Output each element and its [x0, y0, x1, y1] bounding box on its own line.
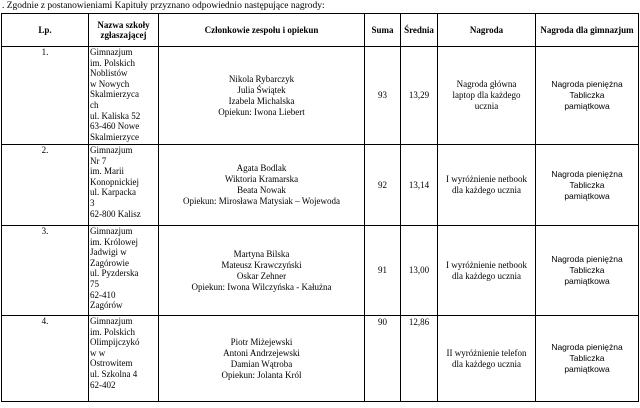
cell-nagroda-gimnazjum-line: pamiątkowa — [564, 276, 610, 286]
cell-members — [159, 316, 365, 402]
cell-school-line: Nr 7 — [90, 155, 107, 166]
header-nagroda: Nagroda — [438, 14, 536, 47]
cell-school-line: Jadwigi w — [90, 247, 127, 258]
cell-suma: 90 — [365, 316, 401, 402]
cell-school-line: Konopnickiej — [90, 176, 139, 187]
cell-nagroda — [438, 145, 536, 226]
cell-members — [159, 145, 365, 226]
cell-school-line: 75 — [90, 278, 99, 289]
cell-school-line: Ostrowitem — [90, 358, 133, 369]
cell-school-line: Zagórowie — [90, 257, 129, 268]
header-row — [2, 14, 639, 47]
cell-members-line: Opiekun: Mirosława Matysiak – Wojewoda — [182, 196, 341, 206]
cell-suma: 92 — [365, 145, 401, 226]
cell-school-line: Gimnazjum — [90, 47, 133, 57]
cell-nagroda-gimnazjum-line: Nagroda pieniężna — [551, 342, 623, 352]
cell-members-line: Nikola Rybarczyk — [228, 73, 295, 84]
cell-school-line: Olimpijczykó — [90, 337, 140, 348]
cell-nagroda — [438, 316, 536, 402]
cell-nagroda-line: dla każdego ucznia — [452, 270, 521, 281]
cell-nagroda-gimnazjum-line: Tabliczka — [569, 353, 605, 363]
cell-school-line: Skalmierzyca — [90, 89, 139, 100]
cell-school-line: ul. Pyzderska — [90, 268, 139, 279]
header-lp: Lp. — [2, 14, 89, 47]
cell-school-line: 63-460 Nowe — [90, 121, 140, 132]
cell-school-line: Skalmierzyce — [90, 131, 139, 142]
cell-school-line: Zagórów — [90, 300, 123, 311]
cell-lp: 1. — [2, 47, 89, 145]
cell-members-line: Izabela Michalska — [228, 95, 295, 106]
cell-nagroda-gimnazjum-line: Nagroda pieniężna — [551, 168, 623, 179]
cell-school-line: ul. Kaliska 52 — [90, 110, 141, 121]
cell-members-line: Martyna Bilska — [233, 248, 290, 259]
cell-nagroda-line: Nagroda główna — [456, 79, 517, 89]
cell-members-line: Oskar Zehner — [236, 270, 287, 281]
table-row — [2, 47, 639, 145]
cell-school-line: im. Polskich — [90, 57, 136, 68]
cell-nagroda-gimnazjum-line: Nagroda pieniężna — [551, 79, 623, 89]
cell-nagroda-gimnazjum-line: Tabliczka — [569, 90, 605, 100]
header-members: Członkowie zespołu i opiekun — [159, 14, 365, 47]
cell-nagroda-gimnazjum — [536, 47, 639, 145]
cell-nagroda-gimnazjum-line: Tabliczka — [569, 265, 605, 275]
cell-members-line: Piotr Miżejewski — [230, 336, 293, 347]
cell-members-line: Damian Wątroba — [230, 358, 293, 369]
cell-nagroda-gimnazjum — [536, 316, 639, 402]
cell-members — [159, 226, 365, 316]
cell-nagroda-line: ucznia — [474, 101, 499, 111]
table-row — [2, 226, 639, 316]
cell-members-line: Agata Bodlak — [236, 163, 287, 173]
header-srednia: Średnia — [401, 14, 438, 47]
cell-lp: 3. — [2, 226, 89, 316]
cell-nagroda-line: II wyróżnienie telefon — [446, 347, 527, 358]
cell-school — [89, 145, 159, 226]
cell-members-line: Wiktoria Kramarska — [224, 174, 299, 184]
cell-members — [159, 47, 365, 145]
cell-school-line: 62-402 — [90, 379, 116, 390]
cell-members-line: Mateusz Krawczyński — [221, 259, 302, 270]
header-nagroda-gimnazjum: Nagroda dla gimnazjum — [536, 14, 639, 47]
cell-nagroda-gimnazjum-line: Tabliczka — [569, 179, 605, 190]
cell-srednia: 12,86 — [401, 316, 438, 402]
cell-nagroda-gimnazjum — [536, 226, 639, 316]
cell-members-line: Opiekun: Iwona Liebert — [218, 106, 305, 117]
cell-srednia: 13,29 — [401, 47, 438, 145]
cell-nagroda-gimnazjum-line: pamiątkowa — [564, 190, 610, 201]
table-row — [2, 145, 639, 226]
cell-srednia: 13,14 — [401, 145, 438, 226]
cell-school-line: Gimnazjum — [90, 145, 133, 155]
cell-nagroda-line: I wyróżnienie netbook — [446, 259, 527, 270]
cell-lp: 2. — [2, 145, 89, 226]
cell-nagroda-gimnazjum — [536, 145, 639, 226]
cell-school-line: 62-800 Kalisz — [90, 208, 141, 219]
cell-nagroda-gimnazjum-line: pamiątkowa — [564, 101, 610, 111]
cell-school-line: im. Polskich — [90, 326, 136, 337]
cell-nagroda-gimnazjum-line: Nagroda pieniężna — [551, 254, 623, 264]
cell-srednia: 13,00 — [401, 226, 438, 316]
cell-nagroda-line: laptop dla każdego — [452, 90, 521, 100]
cell-lp: 4. — [2, 316, 89, 402]
cell-nagroda — [438, 226, 536, 316]
cell-suma: 91 — [365, 226, 401, 316]
cell-school-line: ul. Karpacka — [90, 187, 136, 198]
cell-school-line: ul. Szkolna 4 — [90, 368, 138, 379]
cell-nagroda — [438, 47, 536, 145]
cell-nagroda-line: dla każdego ucznia — [452, 358, 521, 369]
cell-members-line: Julia Świątek — [237, 84, 286, 95]
cell-school-line: Noblistów — [90, 68, 128, 79]
intro-text: . Zgodnie z postanowieniami Kapituły przyznano odpowiednio następujące nagrody: — [2, 1, 325, 11]
cell-suma: 93 — [365, 47, 401, 145]
cell-school-line: 3 — [90, 197, 95, 208]
cell-school-line: 62-410 — [90, 289, 116, 300]
header-suma: Suma — [365, 14, 401, 47]
cell-school — [89, 316, 159, 402]
awards-table — [1, 13, 639, 402]
table-row — [2, 316, 639, 402]
cell-members-line: Beata Nowak — [237, 185, 286, 195]
cell-school-line: Gimnazjum — [90, 316, 133, 326]
cell-members-line: Opiekun: Iwona Wilczyńska - Kałużna — [191, 281, 332, 292]
cell-school-line: im. Królowej — [90, 236, 138, 247]
cell-school — [89, 226, 159, 316]
cell-nagroda-gimnazjum-line: pamiątkowa — [564, 364, 610, 374]
cell-school-line: ch — [90, 99, 99, 110]
cell-school-line: im. Marii — [90, 166, 124, 177]
cell-school — [89, 47, 159, 145]
header-school: Nazwa szkoły zgłaszającej — [89, 14, 159, 47]
cell-nagroda-line: I wyróżnienie netbook — [446, 174, 527, 184]
cell-school-line: w Nowych — [90, 78, 130, 89]
cell-members-line: Antoni Andrzejewski — [223, 347, 300, 358]
cell-school-line: Gimnazjum — [90, 226, 133, 236]
cell-nagroda-line: dla każdego ucznia — [452, 185, 521, 195]
cell-school-line: w w — [90, 347, 106, 358]
cell-members-line: Opiekun: Jolanta Król — [221, 369, 302, 380]
